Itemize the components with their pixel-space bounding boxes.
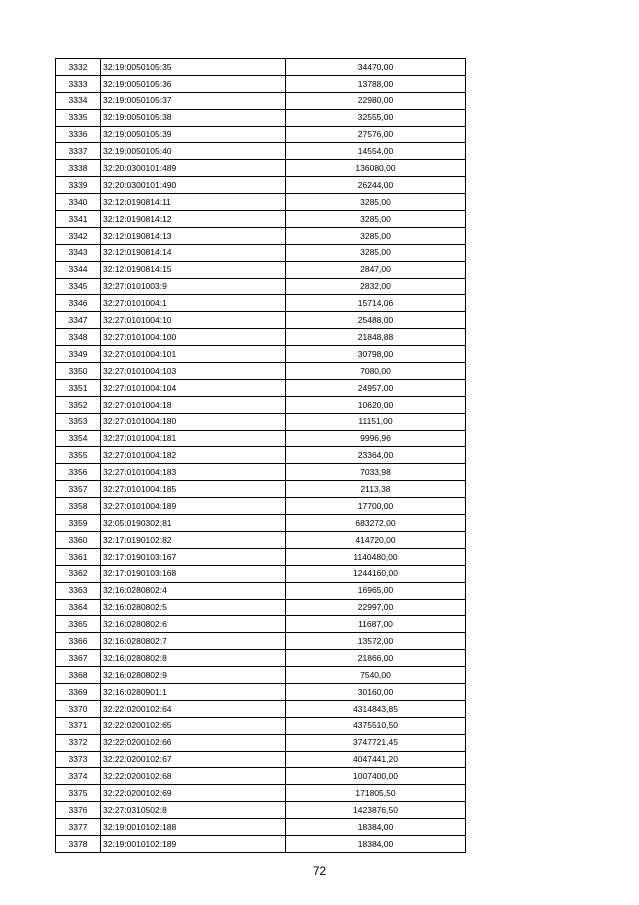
cadastral-number-cell: 32:19:0050105:37 bbox=[101, 92, 286, 109]
row-number-cell: 3348 bbox=[56, 329, 101, 346]
row-number-cell: 3372 bbox=[56, 734, 101, 751]
table-row bbox=[56, 751, 466, 768]
value-cell: 16965,00 bbox=[286, 582, 466, 599]
table-row bbox=[56, 650, 466, 667]
value-cell: 4047441,20 bbox=[286, 751, 466, 768]
row-number-cell: 3354 bbox=[56, 430, 101, 447]
value-cell: 7033,98 bbox=[286, 464, 466, 481]
row-number-cell: 3359 bbox=[56, 515, 101, 532]
cadastral-number-cell: 32:19:0050105:38 bbox=[101, 109, 286, 126]
table-row bbox=[56, 802, 466, 819]
cadastral-number-cell: 32:22:0200102:67 bbox=[101, 751, 286, 768]
table-row bbox=[56, 143, 466, 160]
value-cell: 2113,38 bbox=[286, 481, 466, 498]
cadastral-number-cell: 32:16:0280802:5 bbox=[101, 599, 286, 616]
value-cell: 13788,00 bbox=[286, 75, 466, 92]
value-cell: 7080,00 bbox=[286, 363, 466, 380]
table-row bbox=[56, 616, 466, 633]
table-row bbox=[56, 819, 466, 836]
row-number-cell: 3361 bbox=[56, 548, 101, 565]
cadastral-number-cell: 32:22:0200102:68 bbox=[101, 768, 286, 785]
value-cell: 11151,00 bbox=[286, 413, 466, 430]
table-row bbox=[56, 481, 466, 498]
table-row bbox=[56, 548, 466, 565]
row-number-cell: 3334 bbox=[56, 92, 101, 109]
row-number-cell: 3373 bbox=[56, 751, 101, 768]
table-row bbox=[56, 160, 466, 177]
table-row bbox=[56, 227, 466, 244]
table-row bbox=[56, 59, 466, 76]
table-row bbox=[56, 177, 466, 194]
table-row bbox=[56, 92, 466, 109]
value-cell: 18384,00 bbox=[286, 819, 466, 836]
table-row bbox=[56, 312, 466, 329]
value-cell: 3285,00 bbox=[286, 244, 466, 261]
row-number-cell: 3347 bbox=[56, 312, 101, 329]
value-cell: 2847,00 bbox=[286, 261, 466, 278]
row-number-cell: 3353 bbox=[56, 413, 101, 430]
cadastral-number-cell: 32:16:0280802:8 bbox=[101, 650, 286, 667]
table-row bbox=[56, 75, 466, 92]
row-number-cell: 3337 bbox=[56, 143, 101, 160]
table-row bbox=[56, 278, 466, 295]
row-number-cell: 3363 bbox=[56, 582, 101, 599]
cadastral-number-cell: 32:12:0190814:11 bbox=[101, 194, 286, 211]
row-number-cell: 3377 bbox=[56, 819, 101, 836]
table-row bbox=[56, 599, 466, 616]
value-cell: 18384,00 bbox=[286, 835, 466, 852]
cadastral-number-cell: 32:16:0280802:6 bbox=[101, 616, 286, 633]
table-row bbox=[56, 717, 466, 734]
cadastral-number-cell: 32:12:0190814:14 bbox=[101, 244, 286, 261]
value-cell: 3285,00 bbox=[286, 227, 466, 244]
row-number-cell: 3356 bbox=[56, 464, 101, 481]
row-number-cell: 3367 bbox=[56, 650, 101, 667]
table-row bbox=[56, 126, 466, 143]
value-cell: 1140480,00 bbox=[286, 548, 466, 565]
row-number-cell: 3362 bbox=[56, 565, 101, 582]
row-number-cell: 3350 bbox=[56, 363, 101, 380]
cadastral-number-cell: 32:16:0280802:4 bbox=[101, 582, 286, 599]
value-cell: 1423876,50 bbox=[286, 802, 466, 819]
value-cell: 1244160,00 bbox=[286, 565, 466, 582]
cadastral-number-cell: 32:17:0190102:82 bbox=[101, 531, 286, 548]
cadastral-number-cell: 32:20:0300101:489 bbox=[101, 160, 286, 177]
value-cell: 3285,00 bbox=[286, 211, 466, 228]
value-cell: 14554,00 bbox=[286, 143, 466, 160]
row-number-cell: 3341 bbox=[56, 211, 101, 228]
value-cell: 1007400,00 bbox=[286, 768, 466, 785]
value-cell: 3747721,45 bbox=[286, 734, 466, 751]
cadastral-number-cell: 32:12:0190814:13 bbox=[101, 227, 286, 244]
value-cell: 30798,00 bbox=[286, 346, 466, 363]
row-number-cell: 3332 bbox=[56, 59, 101, 76]
table-row bbox=[56, 396, 466, 413]
row-number-cell: 3360 bbox=[56, 531, 101, 548]
table-row bbox=[56, 109, 466, 126]
row-number-cell: 3368 bbox=[56, 667, 101, 684]
row-number-cell: 3369 bbox=[56, 683, 101, 700]
cadastral-number-cell: 32:22:0200102:69 bbox=[101, 785, 286, 802]
table-row bbox=[56, 379, 466, 396]
table-row bbox=[56, 515, 466, 532]
row-number-cell: 3366 bbox=[56, 633, 101, 650]
row-number-cell: 3351 bbox=[56, 379, 101, 396]
value-cell: 683272,00 bbox=[286, 515, 466, 532]
row-number-cell: 3346 bbox=[56, 295, 101, 312]
cadastral-number-cell: 32:27:0101004:189 bbox=[101, 498, 286, 515]
land-value-table bbox=[55, 58, 466, 853]
table-row bbox=[56, 194, 466, 211]
table-row bbox=[56, 582, 466, 599]
table-row bbox=[56, 700, 466, 717]
value-cell: 136080,00 bbox=[286, 160, 466, 177]
table-row bbox=[56, 734, 466, 751]
cadastral-number-cell: 32:27:0101004:180 bbox=[101, 413, 286, 430]
table-row bbox=[56, 683, 466, 700]
table-row bbox=[56, 346, 466, 363]
cadastral-number-cell: 32:27:0101003:9 bbox=[101, 278, 286, 295]
row-number-cell: 3345 bbox=[56, 278, 101, 295]
cadastral-number-cell: 32:27:0101004:185 bbox=[101, 481, 286, 498]
table-row bbox=[56, 447, 466, 464]
value-cell: 11687,00 bbox=[286, 616, 466, 633]
table-row bbox=[56, 363, 466, 380]
cadastral-number-cell: 32:05:0190302:81 bbox=[101, 515, 286, 532]
value-cell: 3285,00 bbox=[286, 194, 466, 211]
cadastral-number-cell: 32:22:0200102:64 bbox=[101, 700, 286, 717]
value-cell: 13572,00 bbox=[286, 633, 466, 650]
row-number-cell: 3374 bbox=[56, 768, 101, 785]
row-number-cell: 3340 bbox=[56, 194, 101, 211]
cadastral-number-cell: 32:19:0010102:189 bbox=[101, 835, 286, 852]
value-cell: 7540,00 bbox=[286, 667, 466, 684]
row-number-cell: 3355 bbox=[56, 447, 101, 464]
cadastral-number-cell: 32:19:0050105:36 bbox=[101, 75, 286, 92]
value-cell: 32555,00 bbox=[286, 109, 466, 126]
cadastral-number-cell: 32:27:0101004:10 bbox=[101, 312, 286, 329]
cadastral-number-cell: 32:19:0050105:35 bbox=[101, 59, 286, 76]
cadastral-number-cell: 32:16:0280802:9 bbox=[101, 667, 286, 684]
value-cell: 15714,06 bbox=[286, 295, 466, 312]
row-number-cell: 3370 bbox=[56, 700, 101, 717]
table-row bbox=[56, 329, 466, 346]
cadastral-number-cell: 32:22:0200102:65 bbox=[101, 717, 286, 734]
row-number-cell: 3352 bbox=[56, 396, 101, 413]
value-cell: 9996,96 bbox=[286, 430, 466, 447]
table-row bbox=[56, 211, 466, 228]
row-number-cell: 3344 bbox=[56, 261, 101, 278]
table-row bbox=[56, 667, 466, 684]
cadastral-number-cell: 32:20:0300101:490 bbox=[101, 177, 286, 194]
row-number-cell: 3371 bbox=[56, 717, 101, 734]
row-number-cell: 3358 bbox=[56, 498, 101, 515]
value-cell: 22980,00 bbox=[286, 92, 466, 109]
row-number-cell: 3357 bbox=[56, 481, 101, 498]
table-row bbox=[56, 531, 466, 548]
value-cell: 26244,00 bbox=[286, 177, 466, 194]
cadastral-number-cell: 32:27:0101004:182 bbox=[101, 447, 286, 464]
cadastral-number-cell: 32:27:0310502:8 bbox=[101, 802, 286, 819]
table-row bbox=[56, 261, 466, 278]
cadastral-number-cell: 32:12:0190814:15 bbox=[101, 261, 286, 278]
table-row bbox=[56, 498, 466, 515]
row-number-cell: 3378 bbox=[56, 835, 101, 852]
table-row bbox=[56, 785, 466, 802]
cadastral-number-cell: 32:27:0101004:181 bbox=[101, 430, 286, 447]
table-row bbox=[56, 464, 466, 481]
cadastral-number-cell: 32:27:0101004:1 bbox=[101, 295, 286, 312]
table-row bbox=[56, 633, 466, 650]
row-number-cell: 3338 bbox=[56, 160, 101, 177]
value-cell: 2832,00 bbox=[286, 278, 466, 295]
cadastral-number-cell: 32:19:0050105:40 bbox=[101, 143, 286, 160]
value-cell: 414720,00 bbox=[286, 531, 466, 548]
table-row bbox=[56, 244, 466, 261]
cadastral-number-cell: 32:22:0200102:66 bbox=[101, 734, 286, 751]
cadastral-number-cell: 32:27:0101004:100 bbox=[101, 329, 286, 346]
row-number-cell: 3364 bbox=[56, 599, 101, 616]
row-number-cell: 3333 bbox=[56, 75, 101, 92]
page-number: 72 bbox=[312, 864, 327, 878]
row-number-cell: 3343 bbox=[56, 244, 101, 261]
row-number-cell: 3375 bbox=[56, 785, 101, 802]
row-number-cell: 3336 bbox=[56, 126, 101, 143]
cadastral-number-cell: 32:16:0280901:1 bbox=[101, 683, 286, 700]
value-cell: 34470,00 bbox=[286, 59, 466, 76]
table-row bbox=[56, 768, 466, 785]
value-cell: 4375510,50 bbox=[286, 717, 466, 734]
row-number-cell: 3365 bbox=[56, 616, 101, 633]
cadastral-number-cell: 32:27:0101004:183 bbox=[101, 464, 286, 481]
value-cell: 30160,00 bbox=[286, 683, 466, 700]
cadastral-number-cell: 32:27:0101004:101 bbox=[101, 346, 286, 363]
row-number-cell: 3335 bbox=[56, 109, 101, 126]
cadastral-number-cell: 32:27:0101004:103 bbox=[101, 363, 286, 380]
value-cell: 27576,00 bbox=[286, 126, 466, 143]
value-cell: 171805,50 bbox=[286, 785, 466, 802]
value-cell: 10620,00 bbox=[286, 396, 466, 413]
cadastral-number-cell: 32:19:0050105:39 bbox=[101, 126, 286, 143]
value-cell: 21866,00 bbox=[286, 650, 466, 667]
row-number-cell: 3342 bbox=[56, 227, 101, 244]
cadastral-number-cell: 32:17:0190103:167 bbox=[101, 548, 286, 565]
value-cell: 4314843,85 bbox=[286, 700, 466, 717]
value-cell: 22997,00 bbox=[286, 599, 466, 616]
table-row bbox=[56, 565, 466, 582]
value-cell: 23364,00 bbox=[286, 447, 466, 464]
row-number-cell: 3339 bbox=[56, 177, 101, 194]
cadastral-number-cell: 32:12:0190814:12 bbox=[101, 211, 286, 228]
table-row bbox=[56, 835, 466, 852]
table-row bbox=[56, 430, 466, 447]
table-row bbox=[56, 413, 466, 430]
row-number-cell: 3349 bbox=[56, 346, 101, 363]
value-cell: 25488,00 bbox=[286, 312, 466, 329]
cadastral-number-cell: 32:27:0101004:104 bbox=[101, 379, 286, 396]
value-cell: 17700,00 bbox=[286, 498, 466, 515]
value-cell: 21848,88 bbox=[286, 329, 466, 346]
table-row bbox=[56, 295, 466, 312]
row-number-cell: 3376 bbox=[56, 802, 101, 819]
cadastral-number-cell: 32:16:0280802:7 bbox=[101, 633, 286, 650]
table-body bbox=[56, 59, 466, 853]
value-cell: 24957,00 bbox=[286, 379, 466, 396]
cadastral-number-cell: 32:27:0101004:18 bbox=[101, 396, 286, 413]
cadastral-number-cell: 32:19:0010102:188 bbox=[101, 819, 286, 836]
cadastral-number-cell: 32:17:0190103:168 bbox=[101, 565, 286, 582]
